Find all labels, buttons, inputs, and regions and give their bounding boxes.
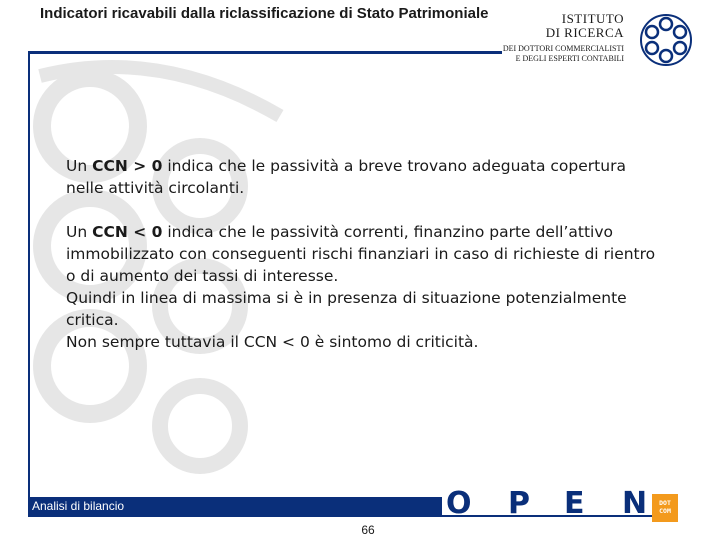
logo-line-1: ISTITUTO [561,11,624,26]
p1-post: indica che le passività a breve trovano adeguata copertura nelle attività circolanti. [66,157,626,197]
open-logo-icon [446,486,656,516]
paragraph-caveat: Non sempre tuttavia il CCN < 0 è sintomo di criticità. [66,333,479,351]
term-ccn-positive: CCN > 0 [92,157,163,175]
p1-pre: Un [66,157,93,175]
title-divider [28,51,502,54]
paragraph-ccn-negative [66,221,668,287]
badge-line-2: COM [659,507,671,515]
institute-logo-text [500,12,624,64]
paragraph-gap [66,199,668,221]
p2-pre: Un [66,223,93,241]
badge-line-1: DOT [659,499,671,507]
paragraph-ccn-positive [66,155,668,199]
term-ccn-negative: CCN < 0 [92,223,163,241]
institute-emblem-icon [638,12,694,68]
slide-title: Indicatori ricavabili dalla riclassificazione di Stato Patrimoniale [40,5,489,22]
p2-post: indica che le passività correnti, finanzino parte dell’attivo immobilizzato con conseguenti rischi finanziari in caso di richieste di rientro o di aumento dei tassi di interesse. [66,223,656,285]
logo-line-4: E DEGLI ESPERTI CONTABILI [515,54,624,63]
paragraph-conclusion: Quindi in linea di massima si è in presenza di situazione potenzialmente critica. [66,289,627,329]
logo-line-2: DI RICERCA [545,25,624,40]
institute-logo [500,12,700,72]
open-letter-e: E [564,486,585,516]
logo-line-3: DEI DOTTORI COMMERCIALISTI [502,44,624,53]
page-number: 66 [361,523,375,537]
open-letter-p: P [508,486,530,516]
slide-body [66,155,668,353]
footer-label: Analisi di bilancio [32,499,125,513]
dot-com-badge [652,494,678,522]
open-letter-n: N [622,486,648,516]
open-letter-o: O [446,486,472,516]
